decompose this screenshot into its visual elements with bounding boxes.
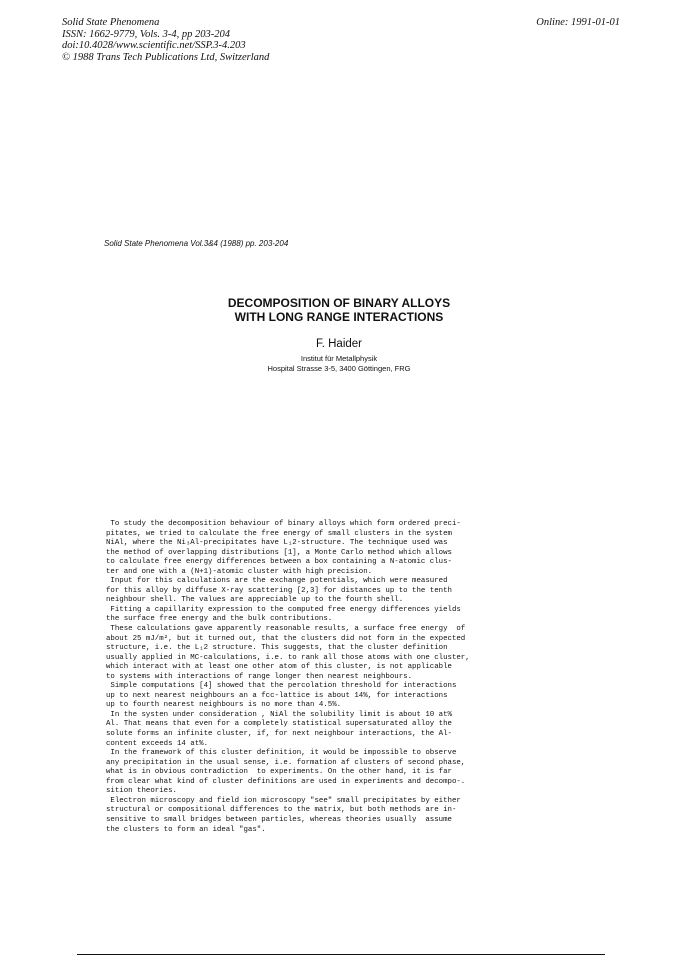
body-line: sition theories. <box>106 787 177 796</box>
copyright-line: © 1988 Trans Tech Publications Ltd, Switzerland <box>62 51 270 63</box>
affiliation-line-1: Institut für Metallphysik <box>300 354 378 363</box>
body-line: to calculate free energy differences between a box containing a N-atomic clus- <box>106 558 452 567</box>
body-line: In the framework of this cluster definition, it would be impossible to observe <box>106 749 457 758</box>
body-line: neighbour shell. The values are appreciable up to the fourth shell. <box>106 596 404 605</box>
body-line: for this alloy by diffuse X-ray scattering [2,3] for distances up to the tenth <box>106 586 452 595</box>
body-line: what is in obvious contradiction to experiments. On the other hand, it is far <box>106 768 452 777</box>
body-line: Input for this calculations are the exchange potentials, which were measured <box>106 577 448 586</box>
journal-name: Solid State Phenomena <box>62 17 160 28</box>
paper-title <box>0 296 678 324</box>
body-line: Simple computations [4] showed that the percolation threshold for interactions <box>106 682 457 691</box>
body-line: which interact with at least one other atom of this cluster, is not applicable <box>106 663 452 672</box>
body-line: up to fourth nearest neighbours is no more than 4.5%. <box>106 701 342 710</box>
citation-line: Solid State Phenomena Vol.3&4 (1988) pp. 203-204 <box>104 239 289 248</box>
footer-rule <box>77 954 605 955</box>
author-name: F. Haider <box>315 338 363 350</box>
body-line: to systems with interactions of range longer then nearest neighbours. <box>106 672 413 681</box>
body-line: about 25 mJ/m², but it turned out, that the clusters did not form in the expected <box>106 634 466 643</box>
online-date: Online: 1991-01-01 <box>536 17 620 28</box>
affiliation-line-2: Hospital Strasse 3-5, 3400 Göttingen, FRG <box>267 364 411 373</box>
body-text <box>106 520 576 835</box>
issn-line: ISSN: 1662-9779, Vols. 3-4, pp 203-204 <box>62 28 230 40</box>
body-line: from clear what kind of cluster definitions are used in experiments and decompo-. <box>106 777 466 786</box>
body-line: Al. That means that even for a completely statistical supersaturated alloy the <box>106 720 452 729</box>
body-line: sensitive to small bridges between particles, whereas theories usually assume <box>106 815 452 824</box>
title-line-1: DECOMPOSITION OF BINARY ALLOYS <box>227 296 451 310</box>
body-line: In the systen under consideration , NiAl the solubility limit is about 10 at% <box>106 710 452 719</box>
body-line: structural or compositional differences to the matrix, but both methods are in- <box>106 806 457 815</box>
body-line: any precipitation in the usual sense, i.e. formation af clusters of second phase, <box>106 758 466 767</box>
body-line: the clusters to form an ideal "gas". <box>106 825 266 834</box>
body-line: structure, i.e. the L₁2 structure. This suggests, that the cluster definition <box>106 644 448 653</box>
body-line: the surface free energy and the bulk contributions. <box>106 615 333 624</box>
affiliation <box>0 354 678 374</box>
body-line: content exceeds 14 at%. <box>106 739 209 748</box>
body-line: Electron microscopy and field ion microscopy "see" small precipitates by either <box>106 796 461 805</box>
body-line: Fitting a capillarity expression to the computed free energy differences yields <box>106 605 461 614</box>
body-line: the method of overlapping distributions [1], a Monte Carlo method which allows <box>106 548 452 557</box>
doi-line: doi:10.4028/www.scientific.net/SSP.3-4.203 <box>62 40 246 52</box>
body-line: ter and one with a (N+1)-atomic cluster with high precision. <box>106 567 373 576</box>
body-line: These calculations gave apparently reasonable results, a surface free energy of <box>106 625 466 634</box>
title-line-2: WITH LONG RANGE INTERACTIONS <box>234 310 444 324</box>
body-line: pitates, we tried to calculate the free energy of small clusters in the system <box>106 529 452 538</box>
body-line: To study the decomposition behaviour of binary alloys which form ordered preci- <box>106 520 461 528</box>
body-line: up to next nearest neighbours an a fcc-lattice is about 14%, for interactions <box>106 691 448 700</box>
body-line: solute forms an infinite cluster, if, for next neighbour interactions, the Al- <box>106 730 452 739</box>
body-line: usually applied in MC-calculations, i.e. to rank all those atoms with one cluster, <box>106 653 470 662</box>
journal-header <box>62 17 269 63</box>
body-line: NiAl, where the Ni₃Al-precipitates have L₁2-structure. The technique used was <box>106 539 448 548</box>
